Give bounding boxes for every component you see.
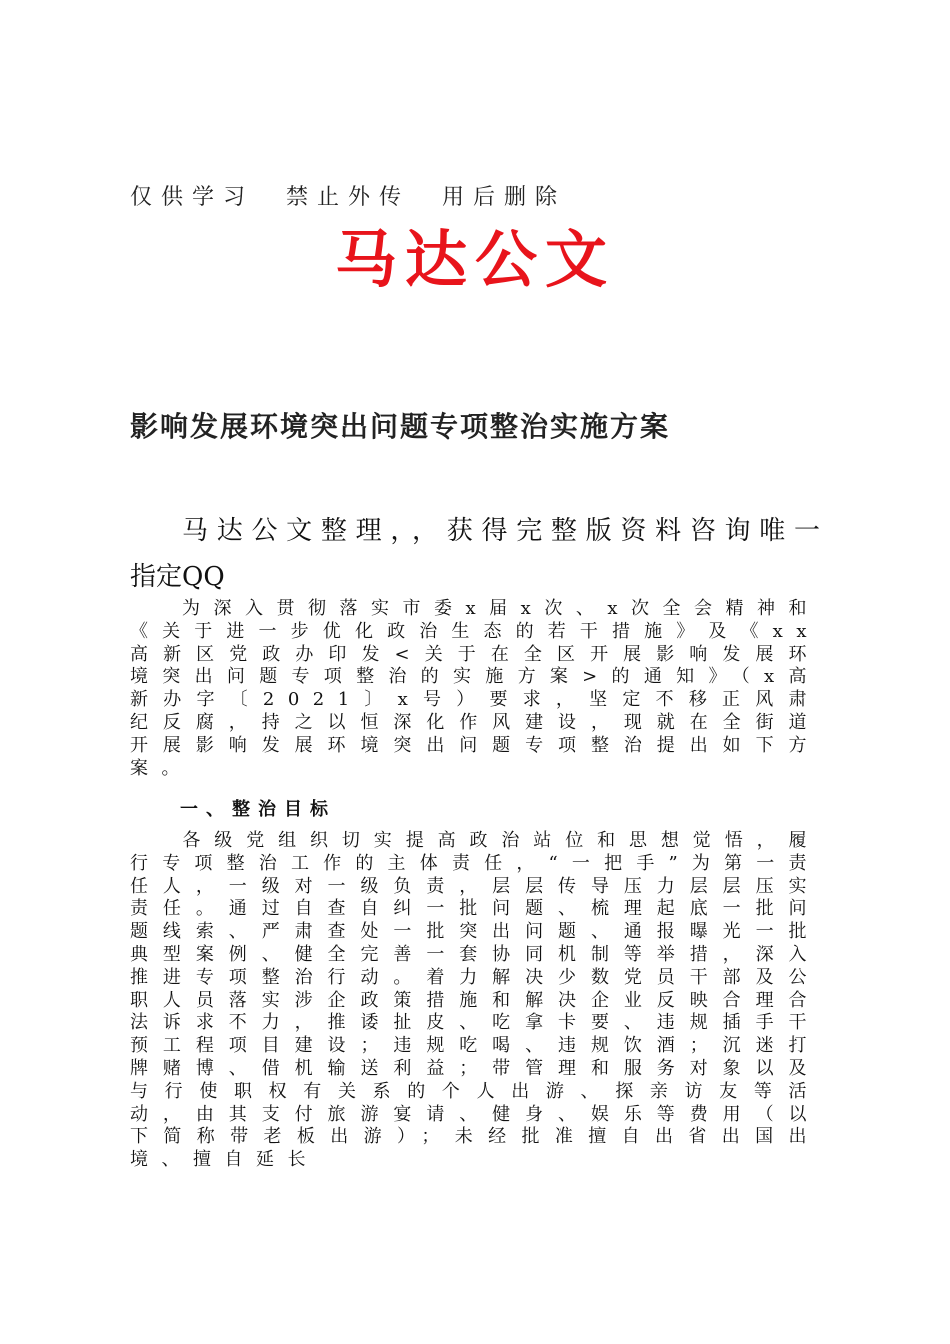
lead-note-line-1: 马达公文整理，，获得完整版资料咨询唯一	[182, 516, 820, 546]
lead-note	[130, 508, 820, 600]
goals-paragraph-text: 各级党组织切实提高政治站位和思想觉悟，履行专项整治工作的主体责任，“一把手”为第一责任人，一级对一级负责，层层传导压力层层压实责任。通过自查自纠一批问题、梳理起底一批问题线索、严肃查处一批突出问题、通报曝光一批典型案例、健全完善一套协同机制等举措，深入推进专项整治行动。着力解决少数党员干部及公职人员落实涉企政策措施和解决企业反映合理合法诉求不力，推诿扯皮、吃拿卡要、违规插手干预工程项目建设；违规吃喝、违规饮酒；沉迷打牌赌博、借机输送利益；带管理和服务对象以及与行使职权有关系的个人出游、探亲访友等活动，由其支付旅游宴请、健身、娱乐等费用（以下简称带老板出游）；未经批准擅自出省出国出境、擅自延长	[130, 830, 820, 1171]
section-heading-goals: 一、整治目标	[180, 799, 336, 820]
document-title: 影响发展环境突出问题专项整治实施方案	[130, 410, 671, 443]
goals-paragraph	[130, 830, 820, 1172]
intro-paragraph-text: 为深入贯彻落实市委x届x次、x次全会精神和《关于进一步优化政治生态的若干措施》及《xx高新区党政办印发<关于在全区开展影响发展环境突出问题专项整治的实施方案>的通知》（x高新办字〔2021〕x号）要求，坚定不移正风肃纪反腐，持之以恒深化作风建设，现就在全街道开展影响发展环境突出问题专项整治提出如下方案。	[130, 598, 820, 779]
brand-title: 马达公文	[334, 223, 615, 296]
usage-notice: 仅供学习 禁止外传 用后删除	[130, 185, 566, 210]
intro-paragraph	[130, 598, 820, 780]
lead-note-line-2: 指定QQ	[130, 562, 225, 592]
